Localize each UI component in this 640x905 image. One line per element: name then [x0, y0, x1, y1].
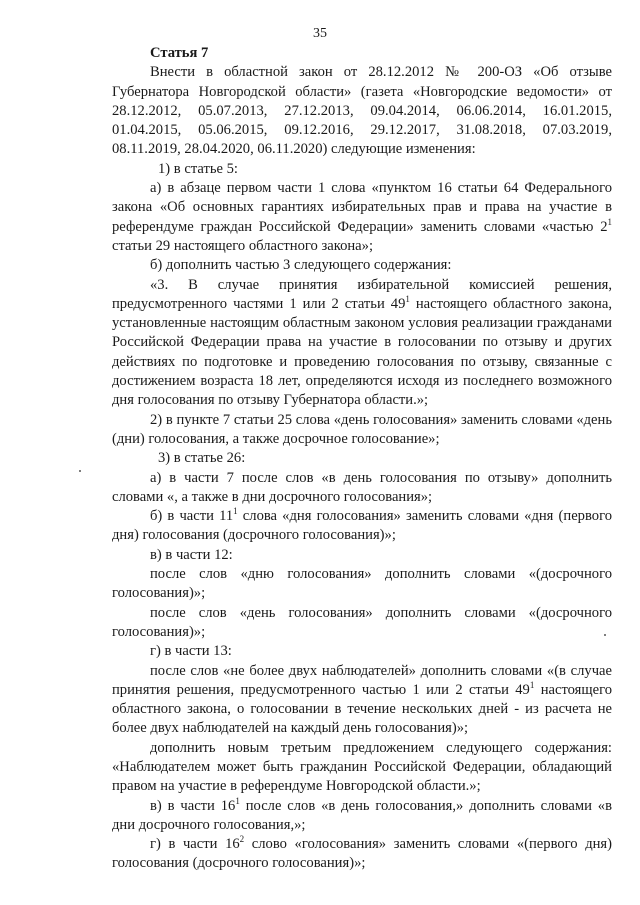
- paragraph-item-16-1: [112, 797, 612, 836]
- superscript: 1: [607, 216, 612, 227]
- paragraph-item-1b: б) дополнить частью 3 следующего содержания:: [150, 257, 452, 274]
- paragraph-item-1: 1) в статье 5:: [158, 160, 238, 177]
- text-part: в) в части 16: [150, 797, 236, 814]
- superscript: 1: [405, 293, 410, 304]
- paragraph-12-second: после слов «день голосования» дополнить словами «(досрочного голосования)»;: [112, 604, 612, 640]
- text-part: настоящего областного закона, установленные настоящим областным законом условия реализации гражданами Российской Федерации права на участие в голосовании по отзыву и других действиях по подготовке и проведению голосования по отзыву, связанные с достижением возраста 18 лет, определяются исходя из последнего возможного дня голосования по отзыву Губернатора области.»;: [112, 295, 612, 409]
- paragraph-12-first: после слов «дню голосования» дополнить словами «(досрочного голосования)»;: [112, 566, 612, 602]
- page-number: 35: [313, 26, 327, 41]
- paragraph-item-2: 2) в пункте 7 статьи 25 слова «день голосования» заменить словами «день (дни) голосования, а также досрочное голосование»;: [112, 411, 612, 447]
- paragraph-item-3a: а) в части 7 после слов «в день голосования по отзыву» дополнить словами «, а также в дни досрочного голосования»;: [112, 469, 612, 505]
- paragraph-item-3b: [112, 507, 612, 546]
- paragraph-13-second: дополнить новым третьим предложением следующего содержания: «Наблюдателем может быть гражданин Российской Федерации, обладающий правом на участие в референдуме Новгородской области.»;: [112, 739, 612, 795]
- paragraph-item-1a: [112, 179, 612, 256]
- scan-speck: [604, 634, 606, 636]
- superscript: 1: [235, 795, 240, 806]
- paragraph-item-16-2: [112, 835, 612, 874]
- text-part: настоящего областного закона, о голосовании в течение нескольких дней - из расчета не более двух наблюдателей на каждый день голосования)»;: [112, 681, 613, 737]
- text-part: статьи 29 настоящего областного закона»;: [112, 237, 374, 254]
- paragraph-item-3: 3) в статье 26:: [158, 450, 246, 467]
- text-part: б) в части 11: [150, 508, 234, 525]
- paragraph-13-first: [112, 662, 612, 739]
- text-part: после слов «не более двух наблюдателей» дополнить словами «(в случае принятия решения, предусмотренного частью 1 или 2 статьи 49: [112, 662, 612, 698]
- text-part: слова «дня голосования» заменить словами «дня (первого дня) голосования (досрочного голосования)»;: [112, 508, 612, 544]
- text-part: слово «голосования» заменить словами «(первого дня) голосования (досрочного голосования)»;: [112, 836, 612, 872]
- text-part: после слов «в день голосования,» дополнить словами «в дни досрочного голосования,»;: [112, 797, 612, 833]
- document-body: [112, 44, 612, 874]
- scan-speck: [79, 470, 81, 472]
- paragraph-item-3v: в) в части 12:: [150, 546, 233, 563]
- paragraph-item-3g: г) в части 13:: [150, 643, 232, 660]
- text-part: г) в части 16: [150, 836, 240, 853]
- paragraph-intro: Внести в областной закон от 28.12.2012 № 200-ОЗ «Об отзыве Губернатора Новгородской области» (газета «Новгородские ведомости» от 28.12.2012, 05.07.2013, 27.12.2013, 09.04.2014, 06.06.2014, 16.01.2015, 01.04.2015, 05.06.2015, 09.12.2016, 29.12.2017, 31.08.2018, 07.03.2019, 08.11.2019, 28.04.2020, 06.11.2020) следующие изменения:: [112, 64, 612, 158]
- text-part: «3. В случае принятия избирательной комиссией решения, предусмотренного частями 1 или 2 статьи 49: [112, 276, 612, 312]
- superscript: 1: [233, 506, 238, 517]
- text-part: а) в абзаце первом части 1 слова «пунктом 16 статьи 64 Федерального закона «Об основных гарантиях избирательных прав и права на участие в референдуме граждан Российской Федерации» заменить словами «частью 2: [112, 180, 612, 235]
- article-heading: Статья 7: [150, 45, 209, 61]
- superscript: 1: [529, 679, 535, 690]
- superscript: 2: [239, 834, 245, 845]
- paragraph-quote-part-3: [112, 276, 612, 411]
